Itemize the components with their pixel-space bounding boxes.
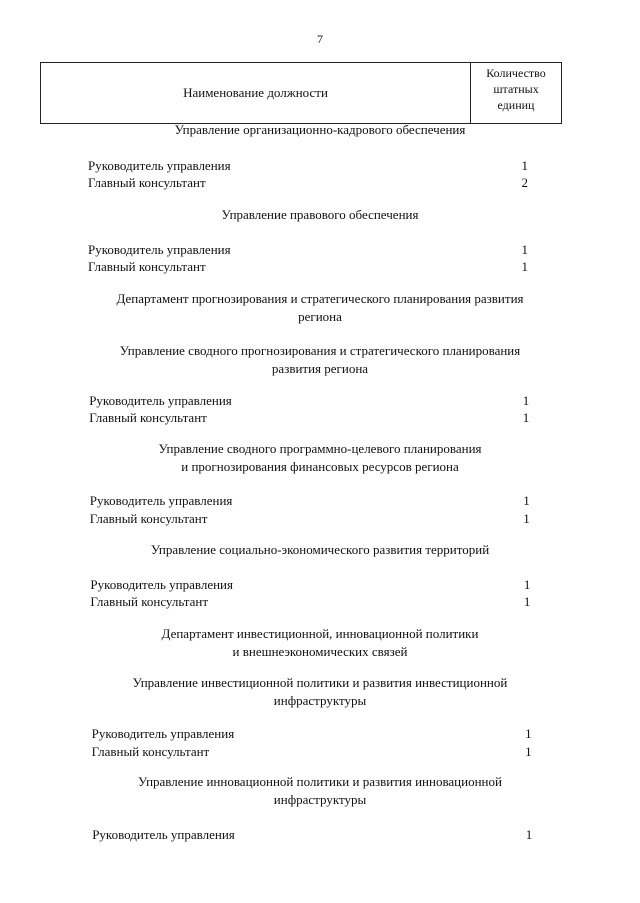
position-staff-count: 1 (522, 410, 530, 425)
column-header-staff-count-line: единиц (497, 98, 535, 112)
section-title: Управление сводного программно-целевого планирования (158, 441, 482, 456)
section-title: Департамент инвестиционной, инновационной политики (161, 626, 479, 641)
position-staff-count: 1 (522, 393, 530, 408)
position-name: Руководитель управления (90, 577, 233, 592)
position-row (90, 593, 530, 610)
position-name: Руководитель управления (88, 242, 231, 257)
position-row (90, 510, 530, 527)
position-staff-count: 1 (523, 577, 531, 592)
column-header-staff-count-line: штатных (493, 82, 539, 96)
section-title: инфраструктуры (273, 693, 367, 708)
column-header-staff-count-line: Количество (486, 66, 546, 80)
section-title: Департамент прогнозирования и стратегического планирования развития (116, 291, 524, 306)
position-name: Руководитель управления (88, 158, 231, 173)
section-title: Управление сводного прогнозирования и стратегического планирования (119, 343, 521, 358)
position-staff-count: 1 (521, 158, 528, 173)
position-name: Главный консультант (89, 410, 207, 425)
section-title: Управление инновационной политики и развития инновационной (138, 774, 502, 789)
position-name: Руководитель управления (89, 493, 233, 508)
position-name: Руководитель управления (89, 393, 232, 408)
position-staff-count: 1 (523, 493, 530, 508)
position-row (89, 392, 529, 409)
position-row (90, 576, 530, 593)
position-staff-count: 1 (525, 827, 533, 842)
column-header-position-name: Наименование должности (41, 63, 471, 123)
position-name: Главный консультант (88, 259, 206, 274)
position-staff-count: 1 (525, 726, 532, 741)
position-name: Главный консультант (90, 594, 209, 609)
section-title: инфраструктуры (273, 792, 367, 807)
page-number: 7 (317, 32, 323, 46)
position-row (92, 826, 532, 843)
position-name: Главный консультант (88, 175, 206, 190)
section-title: Управление инвестиционной политики и развития инвестиционной (132, 675, 508, 690)
position-row (88, 241, 528, 258)
position-staff-count: 1 (523, 594, 531, 609)
section-title: Управление правового обеспечения (221, 207, 419, 222)
position-staff-count: 1 (521, 259, 528, 274)
position-name: Главный консультант (91, 744, 210, 759)
position-staff-count: 1 (523, 511, 530, 526)
section-title: Управление социально-экономического развития территорий (150, 542, 490, 557)
position-staff-count: 1 (521, 242, 528, 257)
section-title: региона (298, 309, 342, 324)
section-title: и прогнозирования финансовых ресурсов региона (181, 459, 459, 474)
position-name: Руководитель управления (91, 726, 235, 741)
section-title: Управление организационно-кадрового обеспечения (174, 122, 466, 137)
position-staff-count: 1 (525, 744, 532, 759)
position-name: Руководитель управления (92, 827, 235, 842)
position-name: Главный консультант (89, 511, 208, 526)
position-row (88, 258, 528, 275)
position-row (92, 725, 532, 742)
section-title: и внешнеэкономических связей (232, 644, 408, 659)
section-title: развития региона (271, 361, 369, 376)
position-row (92, 743, 532, 760)
position-staff-count: 2 (521, 175, 528, 190)
position-row (88, 174, 528, 191)
position-row (88, 157, 528, 174)
position-row (90, 492, 530, 509)
position-row (89, 409, 529, 426)
